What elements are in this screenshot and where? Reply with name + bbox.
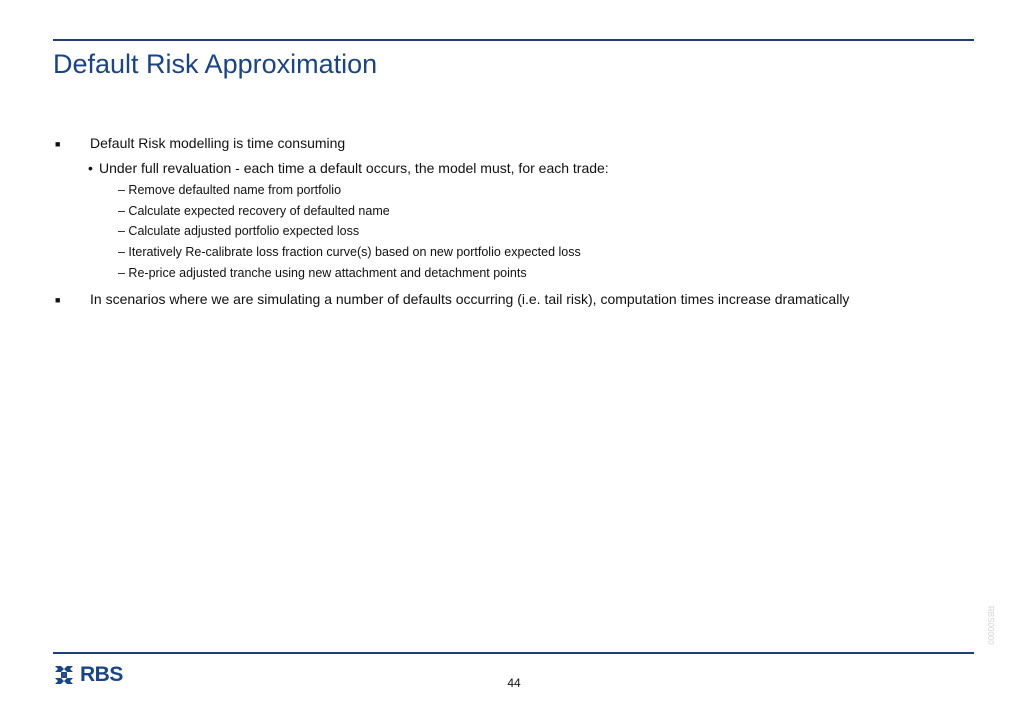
bullet-2-text: In scenarios where we are simulating a number of defaults occurring (i.e. tail risk), computation times increase dramatically [90, 291, 850, 307]
sub-item-2: – Calculate expected recovery of defaulted name [118, 204, 390, 218]
slide-title: Default Risk Approximation [53, 49, 378, 79]
logo-text: RBS [80, 663, 123, 686]
sub-item-3: – Calculate adjusted portfolio expected loss [118, 224, 360, 238]
page-number: 44 [507, 676, 521, 690]
sub-item-1: – Remove defaulted name from portfolio [118, 183, 342, 197]
bullet-1-text: Default Risk modelling is time consuming [90, 135, 346, 151]
bottom-rule [53, 652, 974, 654]
square-bullet-icon: ■ [55, 139, 61, 149]
document-watermark: RBS00000 [986, 606, 995, 645]
top-rule [53, 39, 974, 41]
daisy-chain-icon [53, 664, 75, 686]
sub-item-4: – Iteratively Re-calibrate loss fraction curve(s) based on new portfolio expected loss [118, 245, 581, 259]
dot-bullet-icon: • [88, 160, 93, 176]
sub-bullet-1 [88, 159, 609, 177]
sub-item-5: – Re-price adjusted tranche using new attachment and detachment points [118, 266, 527, 280]
sub-bullet-1-text: Under full revaluation - each time a default occurs, the model must, for each trade: [99, 160, 609, 176]
rbs-logo [53, 664, 123, 686]
square-bullet-icon: ■ [55, 295, 61, 305]
